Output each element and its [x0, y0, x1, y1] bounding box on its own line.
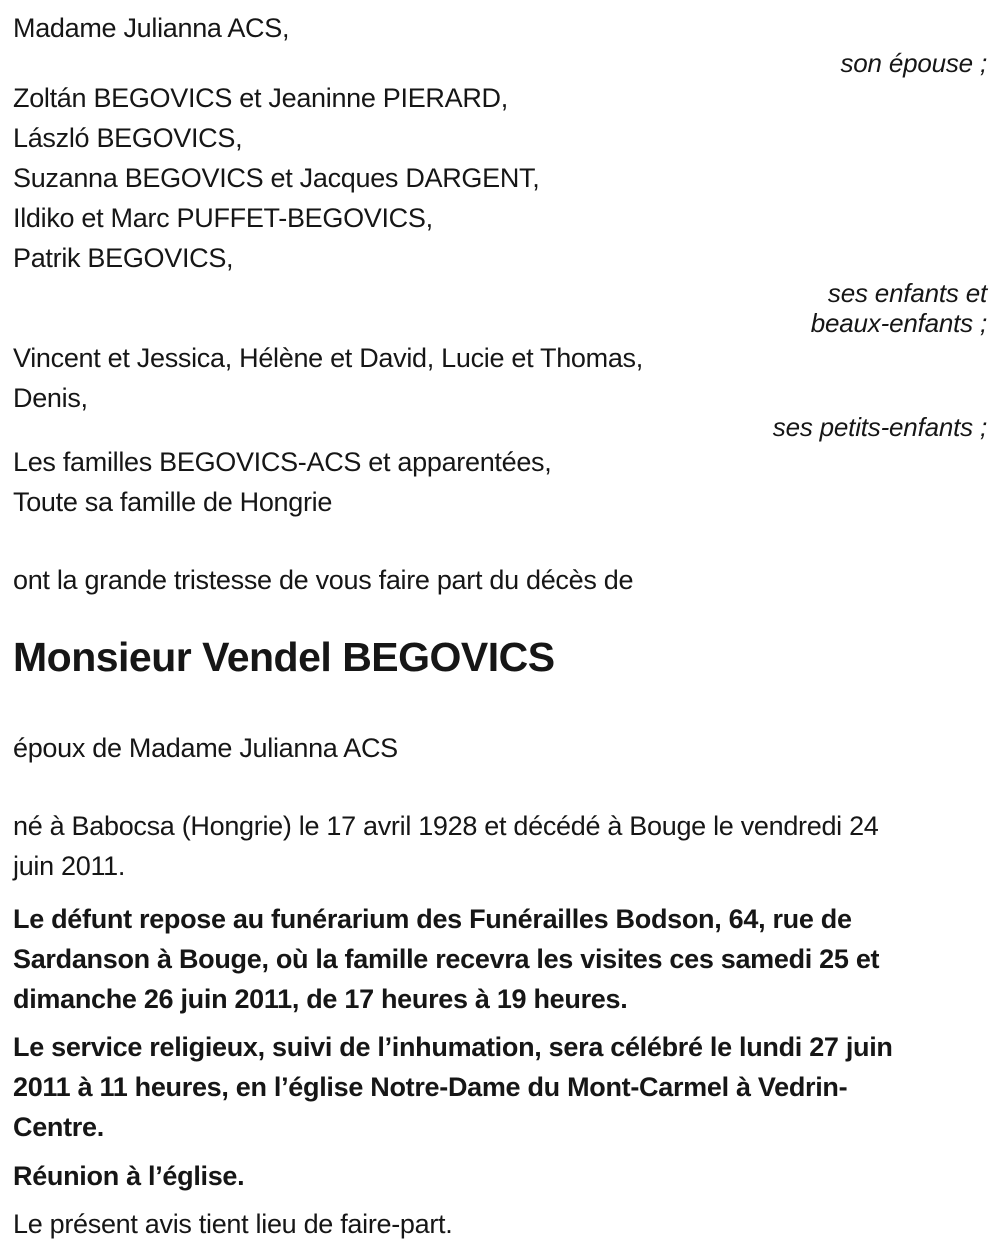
family-line: Les familles BEGOVICS-ACS et apparentées, — [13, 447, 552, 477]
life-dates-line: né à Babocsa (Hongrie) le 17 avril 1928 et décédé à Bouge le vendredi 24 — [13, 811, 879, 841]
child-name: Suzanna BEGOVICS et Jacques DARGENT, — [13, 163, 540, 193]
other-families — [13, 442, 987, 522]
service-line: Le service religieux, suivi de l’inhumation, sera célébré le lundi 27 juin — [13, 1032, 893, 1062]
meeting-line: Réunion à l’église. — [13, 1161, 245, 1191]
closing-line: Le présent avis tient lieu de faire-part. — [13, 1209, 453, 1239]
deceased-name-heading: Monsieur Vendel BEGOVICS — [13, 634, 555, 680]
announcement-intro: ont la grande tristesse de vous faire part du décès de — [13, 565, 634, 595]
visitation-line: Sardanson à Bouge, où la famille recevra les visites ces samedi 25 et — [13, 944, 880, 974]
child-name: Zoltán BEGOVICS et Jeaninne PIERARD, — [13, 83, 508, 113]
grandchildren-relation-label: ses petits-enfants ; — [772, 412, 987, 442]
service-line: 2011 à 11 heures, en l’église Notre-Dame du Mont-Carmel à Vedrin- — [13, 1072, 848, 1102]
child-name: László BEGOVICS, — [13, 123, 243, 153]
spouse-relation-label: son épouse ; — [840, 48, 987, 78]
child-name: Patrik BEGOVICS, — [13, 243, 234, 273]
service-paragraph — [13, 1027, 987, 1147]
children-names — [13, 78, 987, 278]
child-name: Ildiko et Marc PUFFET-BEGOVICS, — [13, 203, 433, 233]
grandchild-name: Denis, — [13, 383, 88, 413]
visitation-line: Le défunt repose au funérarium des Funérailles Bodson, 64, rue de — [13, 904, 852, 934]
grandchildren-names — [13, 338, 987, 418]
life-dates-paragraph — [13, 806, 987, 886]
family-line: Toute sa famille de Hongrie — [13, 487, 333, 517]
service-line: Centre. — [13, 1112, 104, 1142]
spouse-name: Madame Julianna ACS, — [13, 13, 290, 43]
visitation-line: dimanche 26 juin 2011, de 17 heures à 19 heures. — [13, 984, 628, 1014]
children-relation-line: beaux-enfants ; — [810, 308, 987, 338]
visitation-paragraph — [13, 899, 987, 1019]
life-dates-line: juin 2011. — [13, 851, 126, 881]
children-relation-label — [13, 278, 987, 338]
children-relation-line: ses enfants et — [827, 278, 987, 308]
grandchild-name: Vincent et Jessica, Hélène et David, Lucie et Thomas, — [13, 343, 643, 373]
spouse-of-line: époux de Madame Julianna ACS — [13, 733, 398, 763]
